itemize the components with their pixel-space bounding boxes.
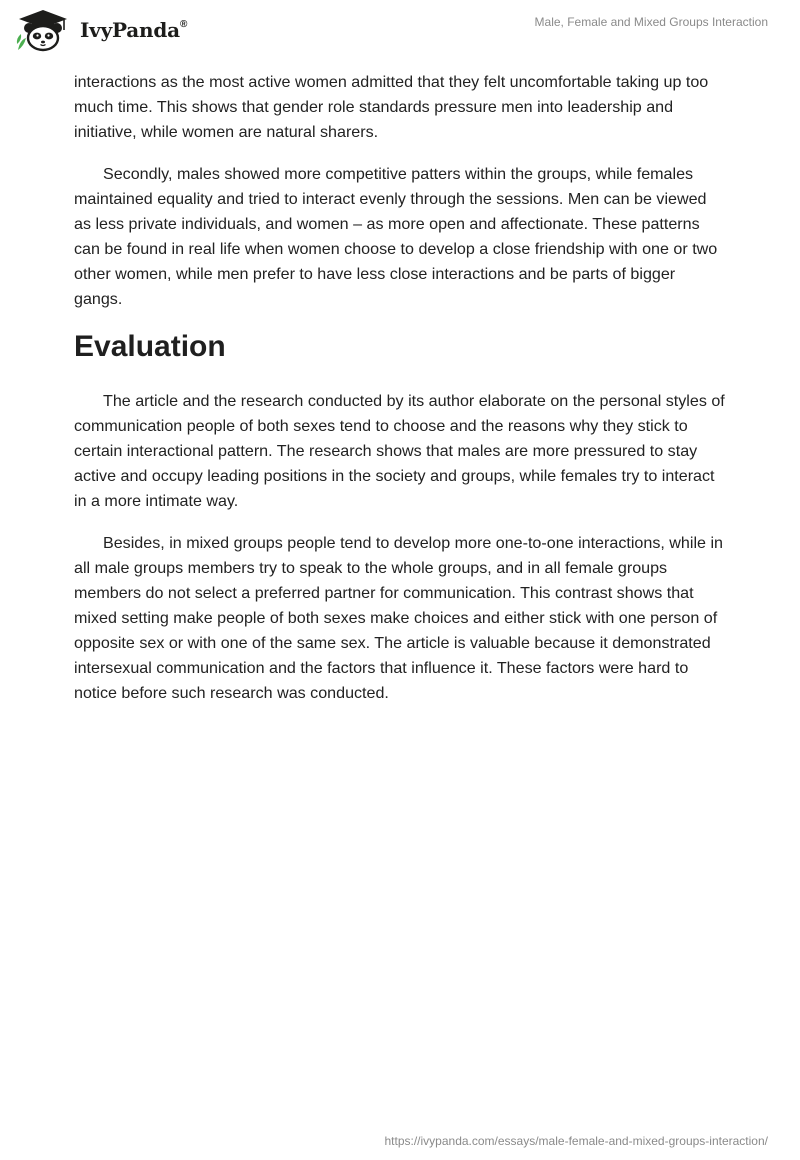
source-url[interactable]: https://ivypanda.com/essays/male-female-and-mixed-groups-interaction/	[384, 1134, 768, 1148]
paragraph-4: Besides, in mixed groups people tend to develop more one-to-one interactions, while in all male groups members try to speak to the whole groups, and in all female groups members do not select a preferred partner for communication. This contrast shows that mixed setting make people of both sexes make choices and either stick with one person of opposite sex or with one of the same sex. The article is valuable because it demonstrated intersexual communication and the factors that influence it. These factors were hard to notice before such research was conducted.	[74, 534, 723, 702]
brand-name: IvyPanda®	[80, 18, 188, 42]
article-body	[74, 70, 726, 723]
brand-logo[interactable]	[14, 8, 187, 52]
paragraph-3: The article and the research conducted by its author elaborate on the personal styles of communication people of both sexes tend to choose and the reasons why they stick to certain interactional pattern. The research shows that males are more pressured to stay active and occupy leading positions in the society and groups, while females try to interact in a more intimate way.	[74, 392, 725, 510]
paragraph-1: interactions as the most active women admitted that they felt uncomfortable taking up too much time. This shows that gender role standards pressure men into leadership and initiative, while women are natural sharers.	[74, 73, 709, 141]
document-title: Male, Female and Mixed Groups Interaction	[534, 15, 768, 29]
page-header	[0, 0, 800, 64]
paragraph-2: Secondly, males showed more competitive patters within the groups, while females maintained equality and tried to interact evenly through the sessions. Men can be viewed as less private individuals, and women – as more open and affectionate. These patterns can be found in real life when women choose to develop a close friendship with one or two other women, while men prefer to have less close interactions and be parts of bigger gangs.	[74, 165, 718, 308]
section-heading-evaluation: Evaluation	[74, 330, 226, 363]
panda-logo-icon	[14, 8, 72, 52]
